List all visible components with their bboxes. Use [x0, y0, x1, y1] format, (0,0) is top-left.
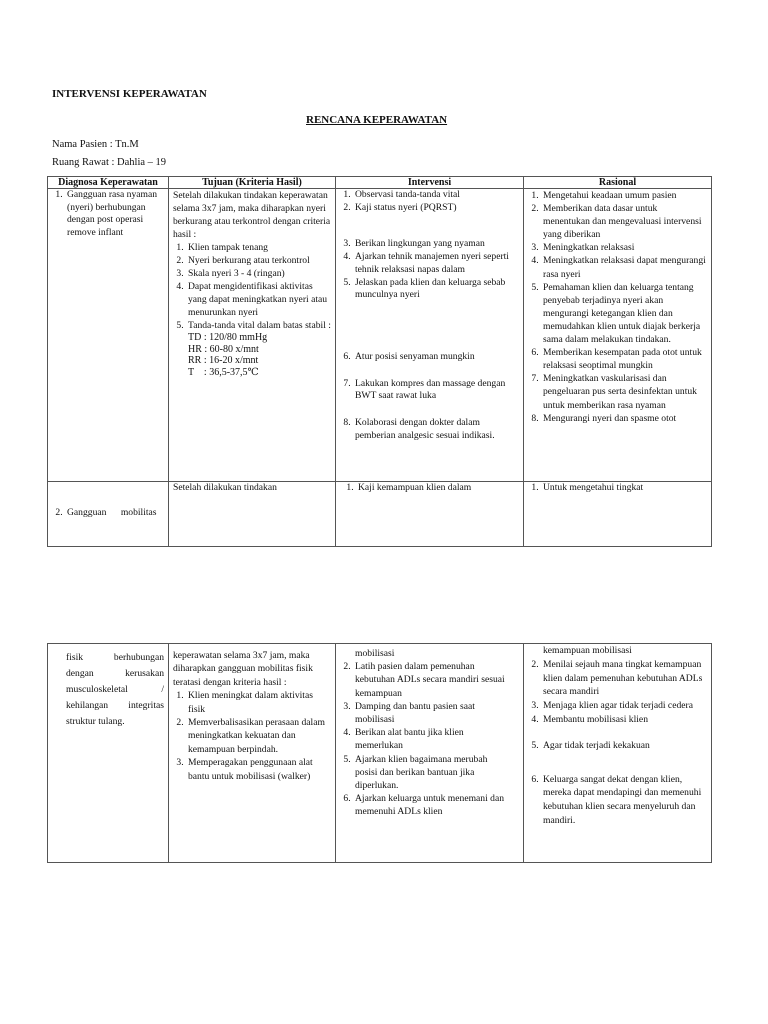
vital-rr: RR : 16-20 x/mnt: [188, 355, 259, 366]
list-item: 2. Nyeri berkurang atau terkontrol: [186, 254, 332, 267]
list-item: 4. Ajarkan tehnik manajemen nyeri seperti tehnik relaksasi napas dalam: [353, 251, 513, 276]
list-item: 3. Menjaga klien agar tidak terjadi cedera: [541, 699, 706, 713]
tujuan-intro: keperawatan selama 3x7 jam, maka diharapkan gangguan mobilitas fisik teratasi dengan kriteria hasil :: [173, 650, 313, 688]
list-item: 8. Kolaborasi dengan dokter dalam pemberian analgesic sesuai indikasi.: [353, 417, 513, 442]
list-item: 1. Untuk mengetahui tingkat: [541, 482, 711, 495]
header-tujuan: Tujuan (Kriteria Hasil): [169, 177, 336, 189]
list-item: 4. Membantu mobilisasi klien: [541, 713, 706, 727]
list-item: 2. Menilai sejauh mana tingkat kemampuan klien dalam pemenuhan kebutuhan ADLs secara mandiri: [541, 658, 706, 699]
list-item: 1. Klien meningkat dalam aktivitas fisik: [186, 689, 331, 716]
diagnosa-cell: [48, 644, 169, 863]
list-item: 5. Pemahaman klien dan keluarga tentang penyebab terjadinya nyeri akan mengurangi ketegangan klien dan memudahkan klien untuk diajak berkerja sama dalam melakukan tindakan.: [541, 281, 706, 346]
list-item: 1. Observasi tanda-tanda vital: [353, 189, 513, 202]
rasional-cell: [524, 189, 712, 482]
list-item: 1. Kaji kemampuan klien dalam: [356, 482, 523, 495]
header-intervensi: Intervensi: [336, 177, 524, 189]
diagnosa-line: musculoskeletal /: [66, 684, 164, 695]
patient-name: Nama Pasien : Tn.M: [52, 139, 139, 150]
care-plan-table: [47, 176, 712, 547]
list-item: 2. Memverbalisasikan perasaan dalam meningkatkan kekuatan dan kemampuan berpindah.: [186, 716, 331, 756]
tujuan-cell: [169, 644, 336, 863]
list-item: 4. Berikan alat bantu jika klien memerlukan: [353, 726, 511, 752]
list-item: 4. Meningkatkan relaksasi dapat mengurangi rasa nyeri: [541, 254, 706, 280]
tujuan-cell: [169, 189, 336, 482]
list-item: 1. Gangguan rasa nyaman (nyeri) berhubungan dengan post operasi remove inflant: [65, 189, 162, 240]
list-item: 6. Ajarkan keluarga untuk menemani dan memenuhi ADLs klien: [353, 792, 511, 818]
diagnosa-cell: [48, 482, 169, 547]
tujuan-cell: [169, 482, 336, 547]
vital-td: TD : 120/80 mmHg: [188, 332, 268, 343]
vital-hr: HR : 60-80 x/mnt: [188, 343, 259, 355]
list-item: 2. Kaji status nyeri (PQRST): [353, 202, 513, 215]
list-item: 1. Mengetahui keadaan umum pasien: [541, 189, 706, 202]
list-item: 3. Berikan lingkungan yang nyaman: [353, 238, 513, 251]
list-item: 7. Meningkatkan vaskularisasi dan pengeluaran pus serta desinfektan untuk untuk memberikan rasa nyaman: [541, 372, 706, 411]
list-item: 3. Meningkatkan relaksasi: [541, 241, 706, 254]
table-header-row: [48, 177, 712, 189]
intervensi-cell: [336, 189, 524, 482]
diagnosa-line: struktur tulang.: [66, 716, 125, 727]
list-item: 1. Klien tampak tenang: [186, 241, 332, 254]
diagnosa-line: fisik berhubungan: [66, 652, 164, 663]
list-item: 5. Tanda-tanda vital dalam batas stabil :: [186, 319, 332, 332]
care-plan-table-continued: [47, 643, 712, 863]
rasional-continued: kemampuan mobilisasi: [543, 645, 632, 656]
intervensi-continued: mobilisasi: [355, 648, 395, 659]
list-item: 2. Memberikan data dasar untuk menentukan dan mengevaluasi intervensi yang diberikan: [541, 202, 706, 241]
list-item: 3. Memperagakan penggunaan alat bantu untuk mobilisasi (walker): [186, 756, 331, 783]
intervensi-cell: [336, 482, 524, 547]
list-item: 7. Lakukan kompres dan massage dengan BWT saat rawat luka: [353, 378, 513, 403]
list-item: 5. Jelaskan pada klien dan keluarga sebab munculnya nyeri: [353, 277, 513, 302]
list-item: 8. Mengurangi nyeri dan spasme otot: [541, 412, 706, 425]
plan-title: RENCANA KEPERAWATAN: [306, 114, 448, 126]
list-item: 6. Keluarga sangat dekat dengan klien, mereka dapat mendapingi dan memenuhi kebutuhan klien secara menyeluruh dan mandiri.: [541, 773, 706, 828]
intervensi-cell: [336, 644, 524, 863]
diagnosa-line: kehilangan integritas: [66, 700, 164, 711]
vital-signs: [169, 332, 335, 378]
table-row: [48, 189, 712, 482]
tujuan-intro: Setelah dilakukan tindakan keperawatan selama 3x7 jam, maka diharapkan nyeri berkurang atau terkontrol dengan criteria hasil :: [173, 190, 331, 240]
list-item: 3. Damping dan bantu pasien saat mobilisasi: [353, 700, 511, 726]
header-diagnosa: Diagnosa Keperawatan: [48, 177, 169, 189]
list-item: 3. Skala nyeri 3 - 4 (ringan): [186, 267, 332, 280]
list-item: 2. Latih pasien dalam pemenuhan kebutuhan ADLs secara mandiri sesuai kemampuan: [353, 660, 511, 700]
vital-t: T : 36,5-37,5℃: [188, 366, 259, 378]
diagnosa-line: dengan kerusakan: [66, 668, 164, 679]
list-item: 6. Atur posisi senyaman mungkin: [353, 351, 513, 364]
list-item: 5. Ajarkan klien bagaimana merubah posisi dan berikan bantuan jika diperlukan.: [353, 753, 511, 793]
ward-info: Ruang Rawat : Dahlia – 19: [52, 157, 167, 168]
list-item: 6. Memberikan kesempatan pada otot untuk relaksasi seoptimal mungkin: [541, 346, 706, 372]
table-row: [48, 644, 712, 863]
table-row: [48, 482, 712, 547]
diagnosa-cell: [48, 189, 169, 482]
list-item: 4. Dapat mengidentifikasi aktivitas yang dapat meningkatkan nyeri atau menurunkan nyeri: [186, 280, 332, 319]
rasional-cell: [524, 644, 712, 863]
list-item: 2. Gangguan mobilitas: [65, 507, 168, 520]
header-rasional: Rasional: [524, 177, 712, 189]
document-title: INTERVENSI KEPERAWATAN: [52, 88, 207, 100]
list-item: 5. Agar tidak terjadi kekakuan: [541, 739, 706, 753]
tujuan-text: Setelah dilakukan tindakan: [173, 482, 277, 493]
rasional-cell: [524, 482, 712, 547]
